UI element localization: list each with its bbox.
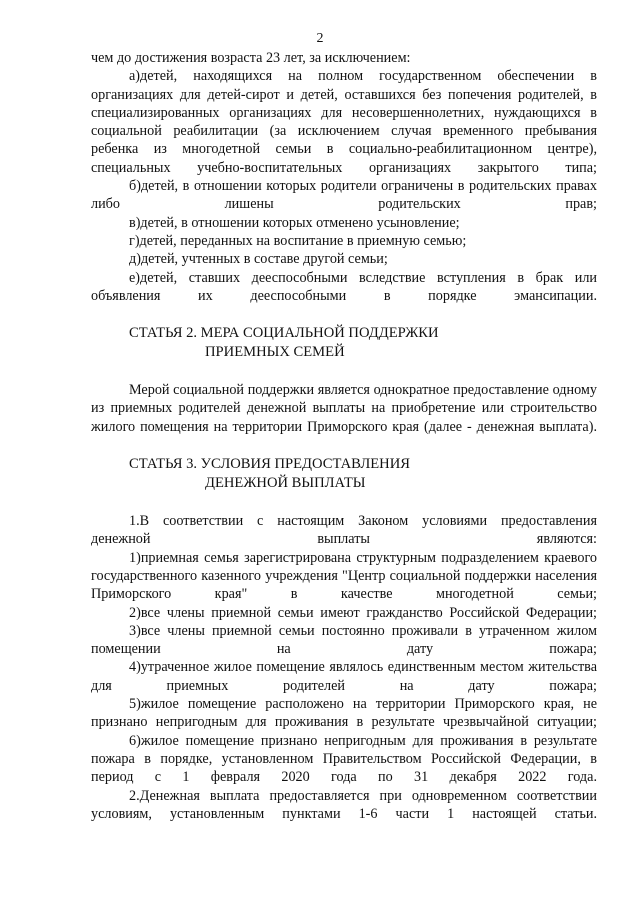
exception-e: д)детей, учтенных в составе другой семьи; [129,251,388,268]
exception-f: е)детей, ставших дееспособными вследствие вступления в брак или объявления их дееспособными в порядке эмансипации. [91,269,597,304]
article3-part2: 2.Денежная выплата предоставляется при одновременном соответствии условиям, установленным пунктами 1-6 части 1 настоящей статьи. [91,787,597,822]
intro-continuation: чем до достижения возраста 23 лет, за исключением: [91,50,411,66]
article3-heading-line1: СТАТЬЯ 3. УСЛОВИЯ ПРЕДОСТАВЛЕНИЯ [129,456,410,473]
condition-3: 3)все члены приемной семьи постоянно проживали в утраченном жилом помещении на дату пожара; [91,622,597,658]
exception-b: б)детей, в отношении которых родители ограничены в родительских правах либо лишены родительских прав; [91,178,597,213]
article2-heading-line1: СТАТЬЯ 2. МЕРА СОЦИАЛЬНОЙ ПОДДЕРЖКИ [129,325,439,342]
condition-6: 6)жилое помещение признано непригодным для проживания в результате пожара в порядке, установленном Правительством Российской Федерации, в период с 1 февраля 2020 года по 31 декабря 2022 года. [91,732,597,786]
exception-c: в)детей, в отношении которых отменено усыновление; [129,214,460,231]
article2-heading [91,324,597,362]
article2-text: Мерой социальной поддержки является однократное предоставление одному из приемных родителей денежной выплаты на приобретение или строительство жилого помещения на территории Приморского края (далее - денежная выплата). [91,382,597,435]
condition-5: 5)жилое помещение расположено на территории Приморского края, не признано непригодным для проживания в результате чрезвычайной ситуации; [91,696,597,731]
document-body [91,49,597,823]
article3-heading-line2: ДЕНЕЖНОЙ ВЫПЛАТЫ [205,475,366,492]
article2-heading-line2: ПРИЕМНЫХ СЕМЕЙ [205,344,345,361]
article3-heading [91,455,597,493]
condition-4: 4)утраченное жилое помещение являлось единственным местом жительства для приемных родителей на дату пожара; [91,659,597,694]
article3-part1-intro: 1.В соответствии с настоящим Законом условиями предоставления денежной выплаты являются: [91,513,597,548]
exception-a: а)детей, находящихся на полном государственном обеспечении в организациях для детей-сирот и детей, оставшихся без попечения родителей, в специализированных организациях для несовершеннолетних, нуждающихся в социальной реабилитации (за исключением случая временного пребывания ребенка из многодетной семьи в социально-реабилитационном центре), специальных учебно-воспитательных организациях закрытого типа; [91,68,597,176]
condition-1: 1)приемная семья зарегистрирована структурным подразделением краевого государственного казенного учреждения "Центр социальной поддержки населения Приморского края" в качестве многодетной семьи; [91,549,597,603]
exception-d: г)детей, переданных на воспитание в приемную семью; [129,232,467,249]
condition-2: 2)все члены приемной семьи имеют гражданство Российской Федерации; [129,604,597,621]
page-number: 2 [316,31,324,46]
